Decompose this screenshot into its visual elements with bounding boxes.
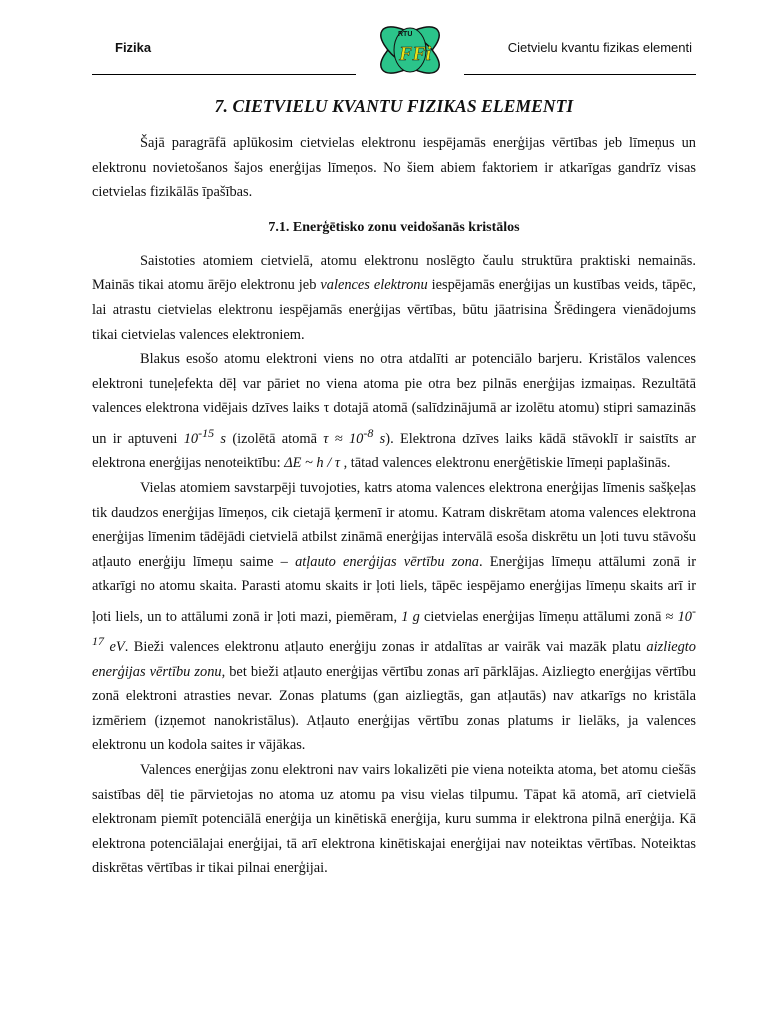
logo-text-rtu: RTU: [398, 31, 413, 38]
rtu-logo: [360, 10, 460, 90]
paragraph-3: Vielas atomiem savstarpēji tuvojoties, katrs atoma valences elektrona enerģijas līmenis sašķeļas tik daudzos enerģijas līmeņos, cik cietajā ķermenī ir atomu. Katram diskrētam atoma valences elektrona enerģijas līmenim tādējādi cietvielā atbilst zināmā enerģijas intervālā esoša diskrētu un ļoti tuvu stāvošu atļauto enerģiju līmeņu saime – atļauto enerģijas vērtību zona. Enerģijas līmeņu attālumi zonā ir atkarīgi no atomu skaita. Parasti atomu skaits ir ļoti liels, tāpēc iespējamo enerģijas līmeņu skaits arī ir ļoti liels, un to attālumi zonā ir ļoti mazi, piemēram, 1 g cietvielas enerģijas līmeņu attālumi zonā ≈ $10^{-17}$ eV. Bieži valences elektronu atļauto enerģiju zonas ir atdalītas ar vairāk vai mazāk platu aizliegto enerģijas vērtību zonu, bet bieži atļauto enerģijas vērtību zonas arī pārklājas. Aizliegto enerģijas vērtību zonā elektroni atrasties nevar. Zonas platums (gan aizliegtās, gan atļautās) nav atkarīgs no kristāla izmēriem (izņemot nanokristālus). Atļauto enerģijas vērtību zonas platums ir lielāks, ja valences elektronu un kodola saites ir vājākas.: [92, 479, 697, 754]
header-left-title: Fizika: [115, 40, 152, 55]
paragraph-1: Saistoties atomiem cietvielā, atomu elektronu noslēgto čaulu struktūra praktiski nemainās. Mainās tikai atomu ārējo elektronu jeb valences elektronu iespējamās enerģijas un kustības veids, tāpēc, lai atrastu cietvielas elektronu iespējamās enerģijas vērtības, būtu jāatrisina Šrēdingera vienādojums tikai cietvielas valences elektroniem.: [92, 252, 696, 343]
header-rule-left: [92, 74, 356, 75]
page-content: [92, 96, 696, 881]
chapter-title: 7. CIETVIELU KVANTU FIZIKAS ELEMENTI: [214, 96, 574, 116]
section-title: 7.1. Enerģētisko zonu veidošanās kristālos: [268, 219, 520, 235]
header-rule-right: [464, 74, 696, 75]
paragraph-2: Blakus esošo atomu elektroni viens no otra atdalīti ar potenciālo barjeru. Kristālos valences elektroni tuneļefekta dēļ var pāriet no viena atoma pie otra bez pilnās enerģijas izmaiņas. Rezultātā valences elektrona vidējais dzīves laiks τ dotajā atomā (salīdzinājumā ar izolētu atomu) stipri samazinās un ir aptuveni $10^{-15}$ s (izolētā atomā $\tau \approx 10^{-8}$ s). Elektrona dzīves laiks kādā stāvoklī ir saistīts ar elektrona enerģijas nenoteiktību: ΔE ~ h / τ , tātad valences elektronu enerģētiskie līmeņi paplašinās.: [92, 351, 696, 472]
paragraph-4: Valences enerģijas zonu elektroni nav vairs lokalizēti pie viena noteikta atoma, bet atomu ciešās saistības dēļ tie pārvietojas no atoma uz atomu pa visu vielas tilpumu. Tāpat kā atomā, arī cietvielā elektronam piemīt potenciālā enerģija un kinētiskā enerģija, kuru summa ir elektrona pilnā enerģija. Kā elektrona potenciālajai enerģijai, tā arī elektrona kinētiskajai enerģijai nav noteiktas vērtības. Noteiktas diskrētas vērtības ir tikai pilnai enerģijai.: [92, 762, 696, 877]
intro-paragraph: Šajā paragrāfā aplūkosim cietvielas elektronu iespējamās enerģijas vērtības jeb līmeņus un elektronu novietošanos šajos enerģijas līmeņos. No šiem abiem faktoriem ir atkarīgas gandrīz visas cietvielas fizikālās īpašības.: [92, 135, 696, 201]
logo-text-ffi: FFi: [399, 43, 432, 65]
header-right-title: Cietvielu kvantu fizikas elementi: [507, 40, 692, 55]
